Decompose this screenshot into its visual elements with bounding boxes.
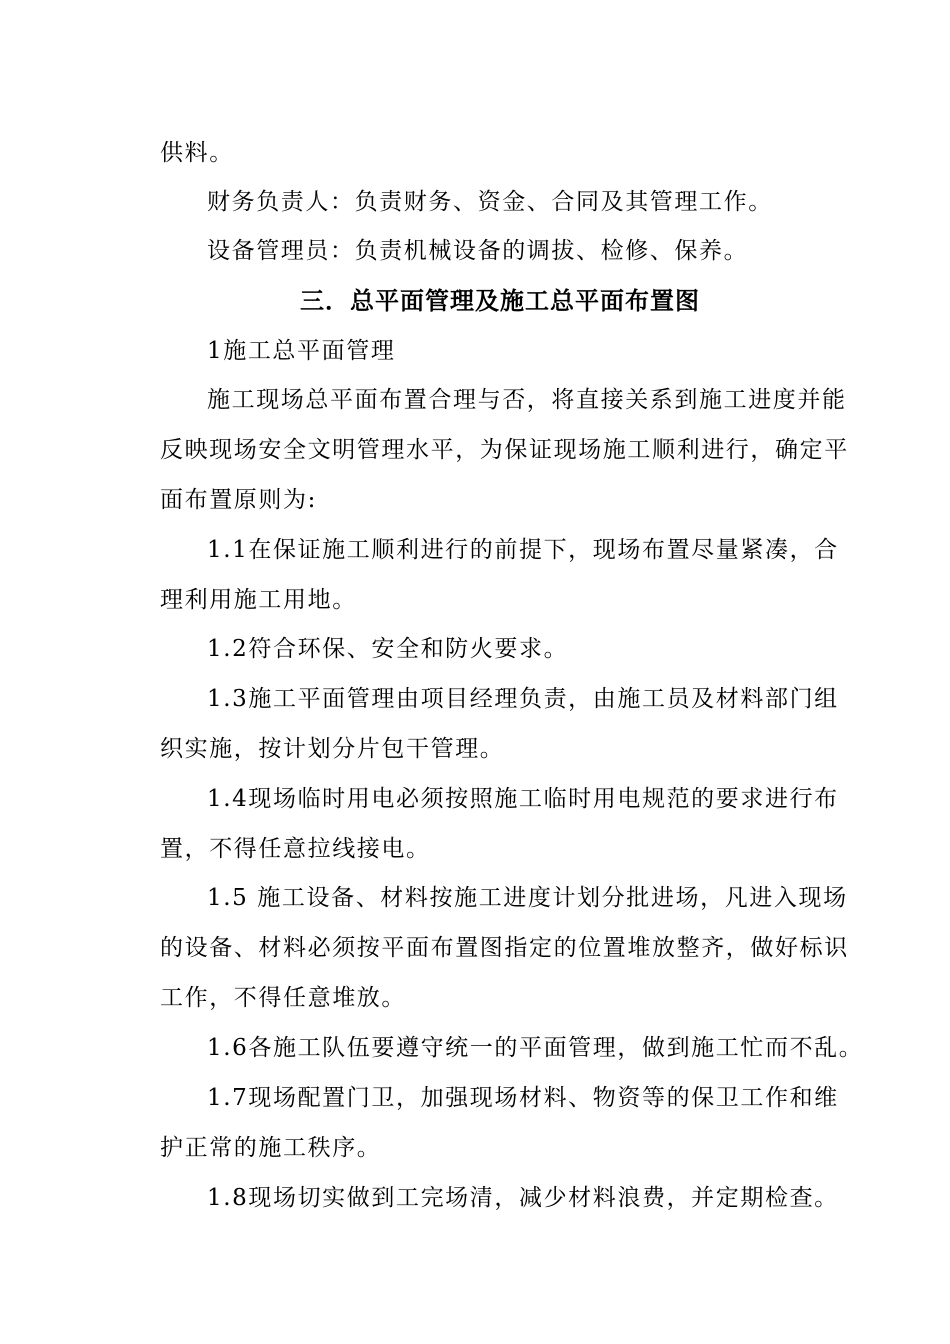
paragraph-line: 1.6各施工队伍要遵守统一的平面管理，做到施工忙而不乱。	[207, 1035, 864, 1061]
paragraph-line: 面布置原则为:	[160, 487, 317, 513]
paragraph-line: 的设备、材料必须按平面布置图指定的位置堆放整齐，做好标识	[160, 935, 849, 961]
paragraph-line: 设备管理员：负责机械设备的调拔、检修、保养。	[207, 238, 749, 264]
paragraph-line: 织实施，按计划分片包干管理。	[160, 736, 505, 762]
paragraph-line: 反映现场安全文明管理水平，为保证现场施工顺利进行，确定平	[160, 437, 849, 463]
paragraph-line: 施工现场总平面布置合理与否，将直接关系到施工进度并能	[207, 387, 847, 413]
paragraph-line: 1.2符合环保、安全和防火要求。	[207, 636, 569, 662]
paragraph-line: 理利用施工用地。	[160, 587, 357, 613]
paragraph-line: 1.1在保证施工顺利进行的前提下，现场布置尽量紧凑，合	[207, 537, 839, 563]
paragraph-line: 财务负责人：负责财务、资金、合同及其管理工作。	[207, 189, 773, 215]
subsection-title: 1施工总平面管理	[207, 338, 396, 364]
paragraph-line: 1.3施工平面管理由项目经理负责，由施工员及材料部门组	[207, 686, 839, 712]
paragraph-line: 置，不得任意拉线接电。	[160, 836, 431, 862]
paragraph-line: 1.8现场切实做到工完场清，减少材料浪费，并定期检查。	[207, 1185, 839, 1211]
paragraph-line: 1.7现场配置门卫，加强现场材料、物资等的保卫工作和维	[207, 1085, 839, 1111]
paragraph-line: 护正常的施工秩序。	[160, 1135, 382, 1161]
paragraph-line: 工作，不得任意堆放。	[160, 985, 406, 1011]
paragraph-line: 1.5 施工设备、材料按施工进度计划分批进场，凡进入现场	[207, 885, 848, 911]
section-heading: 三．总平面管理及施工总平面布置图	[300, 287, 700, 315]
paragraph-line: 供料。	[160, 140, 234, 166]
paragraph-line: 1.4现场临时用电必须按照施工临时用电规范的要求进行布	[207, 786, 839, 812]
